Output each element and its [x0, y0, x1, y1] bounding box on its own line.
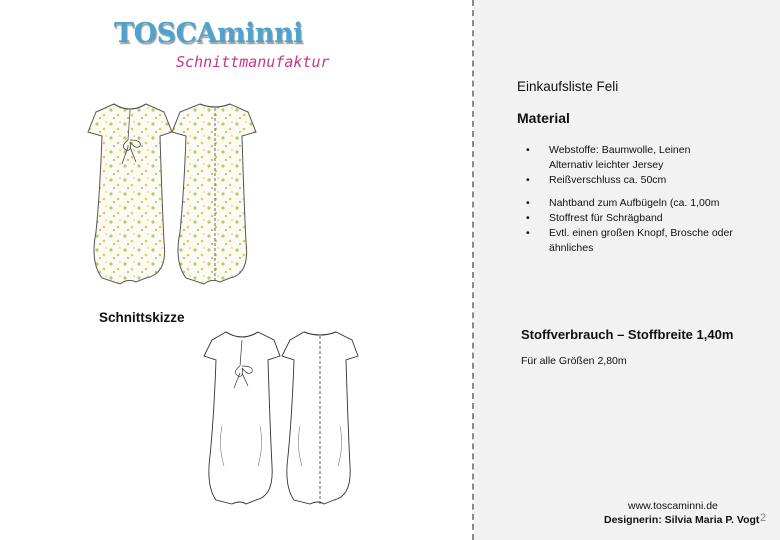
fabric-consumption-text: Für alle Größen 2,80m [521, 355, 627, 367]
designer-credit: Designerin: Silvia Maria P. Vogt [604, 514, 760, 526]
shopping-list-title: Einkaufsliste Feli [517, 79, 619, 94]
fabric-consumption-heading: Stoffverbrauch – Stoffbreite 1,40m [521, 327, 734, 342]
brand-logo [114, 18, 344, 78]
list-item [522, 143, 762, 173]
material-list [522, 143, 762, 256]
dashed-divider [472, 0, 474, 540]
list-item [522, 226, 762, 256]
material-item-text: Reißverschluss ca. 50cm [549, 174, 667, 186]
sketch-caption: Schnittskizze [99, 310, 185, 325]
list-item [522, 173, 762, 188]
dress-print-illustration [80, 92, 280, 292]
website-link[interactable]: www.toscaminni.de [628, 500, 718, 512]
material-heading: Material [517, 110, 570, 126]
page-number: 2 [760, 512, 767, 524]
list-item [522, 196, 762, 211]
logo-main-text: TOSCAminni [114, 18, 303, 49]
material-item-text: ähnliches [549, 242, 594, 254]
material-item-text: Webstoffe: Baumwolle, Leinen [549, 144, 691, 156]
front-dress-print [88, 104, 172, 284]
dress-line-sketch [200, 326, 370, 506]
material-item-text: Nahtband zum Aufbügeln (ca. 1,00m [549, 197, 720, 209]
material-item-text: Evtl. einen großen Knopf, Brosche oder [549, 227, 733, 239]
logo-sub-text: Schnittmanufaktur [176, 53, 330, 71]
list-item [522, 211, 762, 226]
front-line-sketch [204, 332, 280, 504]
material-item-text: Alternativ leichter Jersey [549, 159, 664, 171]
back-dress-print [172, 104, 256, 284]
material-item-text: Stoffrest für Schrägband [549, 212, 663, 224]
back-line-sketch [282, 332, 358, 504]
